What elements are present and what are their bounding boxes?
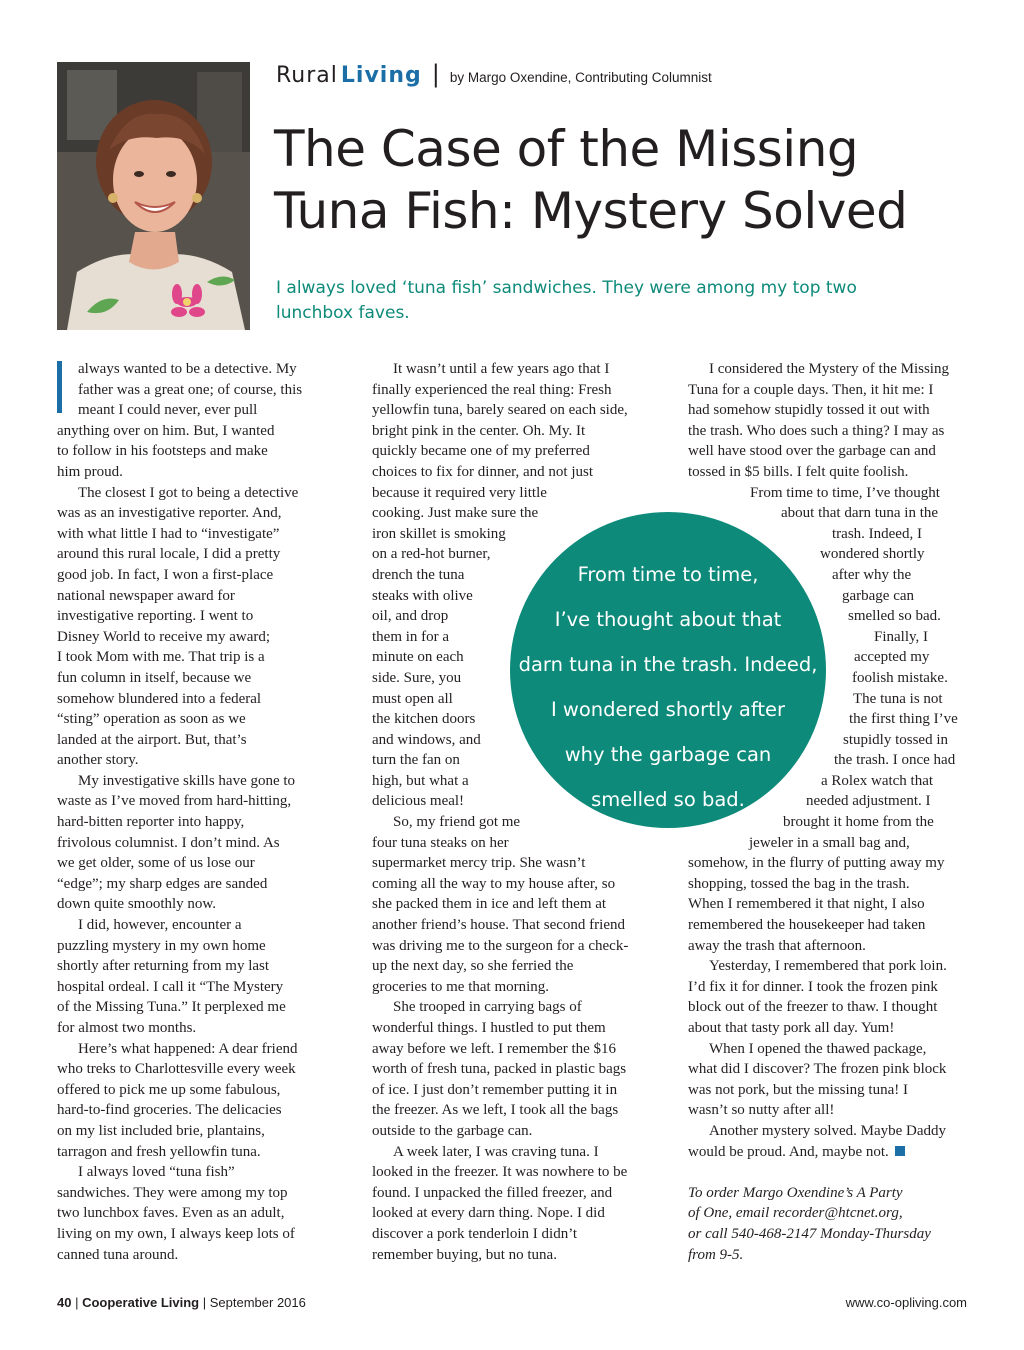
- body-line: him proud.: [57, 463, 123, 480]
- body-line: yellowfin tuna, barely seared on each side,: [372, 402, 628, 419]
- body-line: wasn’t so nutty after all!: [688, 1102, 835, 1119]
- body-line: we get older, some of us lose our: [57, 855, 255, 872]
- body-line: up the next day, so she ferried the: [372, 958, 574, 975]
- body-line: four tuna steaks on her: [372, 834, 509, 851]
- body-line: about that tasty pork all day. Yum!: [688, 1020, 895, 1036]
- body-line: looked in the freezer. It was nowhere to be: [372, 1164, 628, 1181]
- body-line: because it required very little: [372, 484, 547, 501]
- body-line: choices to fix for dinner, and not just: [372, 463, 594, 480]
- body-line: sandwiches. They were among my top: [57, 1184, 288, 1201]
- body-line: minute on each: [372, 649, 464, 666]
- body-line: always wanted to be a detective. My: [78, 361, 297, 377]
- body-line: the trash. Who does such a thing? I may as: [688, 422, 945, 439]
- header-separator: |: [431, 60, 440, 88]
- body-line: shopping, tossed the bag in the trash.: [688, 875, 910, 892]
- order-info-line: or call 540-468-2147 Monday-Thursday: [688, 1225, 931, 1242]
- body-line: jeweler in a small bag and,: [749, 834, 910, 851]
- body-line: away the trash that afternoon.: [688, 937, 866, 954]
- body-line: down quite smoothly now.: [57, 896, 217, 913]
- body-line: brought it home from the: [783, 814, 934, 831]
- body-line: finally experienced the real thing: Fresh: [372, 381, 612, 398]
- body-line-text: would be proud. And, maybe not.: [688, 1143, 889, 1160]
- pull-quote-line: smelled so bad.: [591, 788, 745, 811]
- body-line: frivolous columnist. I don’t mind. As: [57, 834, 280, 851]
- body-line: delicious meal!: [372, 793, 465, 810]
- body-line: block out of the freezer to thaw. I thought: [688, 999, 938, 1016]
- body-line: another story.: [57, 752, 139, 769]
- body-line: national newspaper award for: [57, 587, 235, 604]
- body-line: the first thing I’ve: [849, 711, 958, 728]
- body-line: side. Sure, you: [372, 669, 462, 686]
- body-line: about that darn tuna in the: [781, 505, 939, 522]
- body-line: supermarket mercy trip. She wasn’t: [372, 855, 586, 872]
- body-line: canned tuna around.: [57, 1246, 179, 1263]
- body-line: remembered the housekeeper had taken: [688, 917, 926, 934]
- body-line: I’d fix it for dinner. I took the frozen pink: [688, 978, 938, 995]
- body-line: remember buying, but no tuna.: [372, 1246, 557, 1263]
- footer-separator: |: [75, 1295, 83, 1310]
- headline-line: Tuna Fish: Mystery Solved: [274, 182, 908, 240]
- body-line: stupidly tossed in: [843, 731, 949, 748]
- body-line: she packed them in ice and left them at: [372, 896, 607, 913]
- body-line: cooking. Just make sure the: [372, 505, 539, 522]
- publication-name: Cooperative Living: [82, 1295, 200, 1310]
- body-line: high, but what a: [372, 772, 469, 789]
- body-line: Finally, I: [874, 628, 929, 645]
- body-line: trash. Indeed, I: [832, 525, 922, 542]
- body-line: garbage can: [842, 587, 915, 604]
- pull-quote: [510, 512, 826, 828]
- body-line: I always loved “tuna fish”: [78, 1164, 235, 1181]
- byline: by Margo Oxendine, Contributing Columnist: [449, 70, 712, 85]
- body-line: somehow, in the flurry of putting away my: [688, 855, 945, 872]
- order-info-line: from 9-5.: [688, 1246, 744, 1263]
- body-line: “sting” operation as soon as we: [57, 711, 246, 728]
- body-line: iron skillet is smoking: [372, 525, 506, 542]
- body-line: needed adjustment. I: [806, 793, 931, 810]
- body-line: for almost two months.: [57, 1020, 197, 1036]
- body-line: turn the fan on: [372, 752, 460, 769]
- body-line: another friend’s house. That second friend: [372, 917, 625, 934]
- body-line: outside to the garbage can.: [372, 1122, 533, 1139]
- body-line: landed at the airport. But, that’s: [57, 731, 247, 748]
- body-line: them in for a: [372, 628, 450, 645]
- body-line: drench the tuna: [372, 566, 465, 583]
- body-line: investigative reporting. I went to: [57, 608, 254, 625]
- body-line: hospital ordeal. I call it “The Mystery: [57, 978, 284, 995]
- body-line: From time to time, I’ve thought: [750, 484, 940, 501]
- body-line: Yesterday, I remembered that pork loin.: [709, 958, 947, 975]
- spacer: [688, 1162, 978, 1183]
- body-line: I did, however, encounter a: [78, 917, 242, 934]
- body-line: bright pink in the center. Oh. My. It: [372, 422, 586, 439]
- body-line: good job. In fact, I won a first-place: [57, 566, 274, 583]
- body-line: foolish mistake.: [852, 669, 948, 686]
- body-line: after why the: [832, 566, 912, 583]
- issue-date: September 2016: [209, 1295, 306, 1310]
- body-line: must open all: [372, 690, 453, 707]
- footer-separator: |: [202, 1295, 210, 1310]
- body-line: with what little I had to “investigate”: [57, 525, 280, 542]
- body-line: It wasn’t until a few years ago that I: [393, 361, 610, 377]
- body-line: So, my friend got me: [393, 814, 521, 831]
- body-line: found. I unpacked the filled freezer, and: [372, 1184, 613, 1201]
- body-line: offered to pick me up some fabulous,: [57, 1081, 281, 1098]
- order-info-line: To order Margo Oxendine’s A Party: [688, 1184, 903, 1201]
- body-line: groceries to me that morning.: [372, 978, 550, 995]
- body-line: had somehow stupidly tossed it out with: [688, 402, 930, 419]
- body-line: of the Missing Tuna.” It perplexed me: [57, 999, 286, 1016]
- body-line: two lunchbox faves. Even as an adult,: [57, 1205, 285, 1222]
- section-header: [276, 60, 712, 90]
- body-line: My investigative skills have gone to: [78, 772, 296, 789]
- pull-quote-line: From time to time,: [577, 563, 759, 586]
- body-line: A week later, I was craving tuna. I: [393, 1143, 599, 1160]
- website-link[interactable]: www.co-opliving.com: [845, 1295, 967, 1310]
- end-of-story-mark: [895, 1146, 905, 1156]
- pull-quote-line: why the garbage can: [564, 743, 772, 766]
- body-line: tarragon and fresh yellowfin tuna.: [57, 1143, 261, 1160]
- body-line: coming all the way to my house after, so: [372, 875, 616, 892]
- body-line: was as an investigative reporter. And,: [57, 505, 282, 522]
- body-line: oil, and drop: [372, 608, 449, 625]
- pull-quote-line: I wondered shortly after: [550, 698, 786, 721]
- body-line: somehow blundered into a federal: [57, 690, 262, 707]
- body-line: the freezer. As we left, I took all the bags: [372, 1102, 619, 1119]
- body-line: Disney World to receive my award;: [57, 628, 271, 645]
- body-line: tossed in $5 bills. I felt quite foolish.: [688, 463, 909, 480]
- pull-quote-line: darn tuna in the trash. Indeed,: [518, 653, 818, 676]
- body-line: wonderful things. I hustled to put them: [372, 1020, 606, 1036]
- body-line: wondered shortly: [820, 546, 925, 563]
- body-line: hard-to-find groceries. The delicacies: [57, 1102, 282, 1119]
- body-line: who treks to Charlottesville every week: [57, 1061, 296, 1078]
- body-line: Here’s what happened: A dear friend: [78, 1040, 298, 1057]
- body-line: was driving me to the surgeon for a check-: [372, 937, 629, 954]
- body-line: The closest I got to being a detective: [78, 484, 299, 501]
- body-line: fun column in itself, because we: [57, 669, 252, 686]
- body-line: looked at every darn thing. Nope. I did: [372, 1205, 605, 1222]
- body-line: and windows, and: [372, 731, 481, 748]
- body-line: worth of fresh tuna, packed in plastic bags: [372, 1061, 627, 1078]
- body-line: a Rolex watch that: [821, 772, 934, 789]
- pull-quote-line: I’ve thought about that: [554, 608, 782, 631]
- body-line: father was a great one; of course, this: [78, 381, 303, 398]
- body-line: I considered the Mystery of the Missing: [709, 361, 949, 377]
- article-deck: [276, 276, 896, 326]
- page-number: 40: [57, 1295, 72, 1310]
- body-line: When I remembered it that night, I also: [688, 896, 925, 913]
- body-line: the trash. I once had: [834, 752, 956, 769]
- body-line-final: [688, 1142, 978, 1163]
- body-line: When I opened the thawed package,: [709, 1040, 927, 1057]
- body-line: what did I discover? The frozen pink block: [688, 1061, 947, 1078]
- body-line: on my list included brie, plantains,: [57, 1122, 265, 1139]
- body-line: discover a pork tenderloin I didn’t: [372, 1225, 578, 1242]
- body-line: anything over on him. But, I wanted: [57, 422, 275, 439]
- headline-line: The Case of the Missing: [274, 120, 859, 178]
- body-line: hard-bitten reporter into happy,: [57, 814, 245, 831]
- body-line: “edge”; my sharp edges are sanded: [57, 875, 268, 892]
- section-name-rural: Rural: [276, 63, 338, 88]
- drop-cap-block: [57, 359, 322, 421]
- body-line: of ice. I just don’t remember putting it in: [372, 1081, 618, 1098]
- body-line: away before we left. I remember the $16: [372, 1040, 617, 1057]
- drop-cap-letter-i: [57, 361, 62, 413]
- body-line: smelled so bad.: [848, 608, 941, 625]
- body-line: The tuna is not: [853, 690, 943, 707]
- body-line: Another mystery solved. Maybe Daddy: [709, 1122, 947, 1139]
- body-line: well have stood over the garbage can and: [688, 443, 936, 460]
- body-line: puzzling mystery in my own home: [57, 937, 266, 954]
- body-line: was not pork, but the missing tuna! I: [688, 1081, 908, 1098]
- deck-line: lunchbox faves.: [276, 303, 410, 323]
- page-footer-left: [57, 1295, 306, 1310]
- body-line: the kitchen doors: [372, 711, 476, 728]
- author-photo: [57, 62, 250, 330]
- body-line: living on my own, I always keep lots of: [57, 1225, 295, 1242]
- body-line: to follow in his footsteps and make: [57, 443, 268, 460]
- order-info-line: of One, email recorder@htcnet.org,: [688, 1205, 903, 1222]
- body-line: meant I could never, ever pull: [78, 402, 258, 419]
- deck-line: I always loved ‘tuna fish’ sandwiches. They were among my top two: [276, 278, 857, 298]
- body-line: quickly became one of my preferred: [372, 443, 590, 460]
- body-line: waste as I’ve moved from hard-hitting,: [57, 793, 292, 810]
- pull-quote-text: [510, 552, 826, 822]
- article-column-1: [57, 359, 322, 1265]
- article-headline: [274, 118, 994, 242]
- body-line: accepted my: [854, 649, 930, 666]
- body-line: shortly after returning from my last: [57, 958, 270, 975]
- body-line: Tuna for a couple days. Then, it hit me: I: [688, 381, 934, 398]
- body-line: around this rural locale, I did a pretty: [57, 546, 281, 563]
- body-line: on a red-hot burner,: [372, 546, 491, 563]
- body-line: steaks with olive: [372, 587, 473, 604]
- body-line: She trooped in carrying bags of: [393, 999, 582, 1016]
- section-name-living: Living: [340, 63, 422, 88]
- body-line: I took Mom with me. That trip is a: [57, 649, 265, 666]
